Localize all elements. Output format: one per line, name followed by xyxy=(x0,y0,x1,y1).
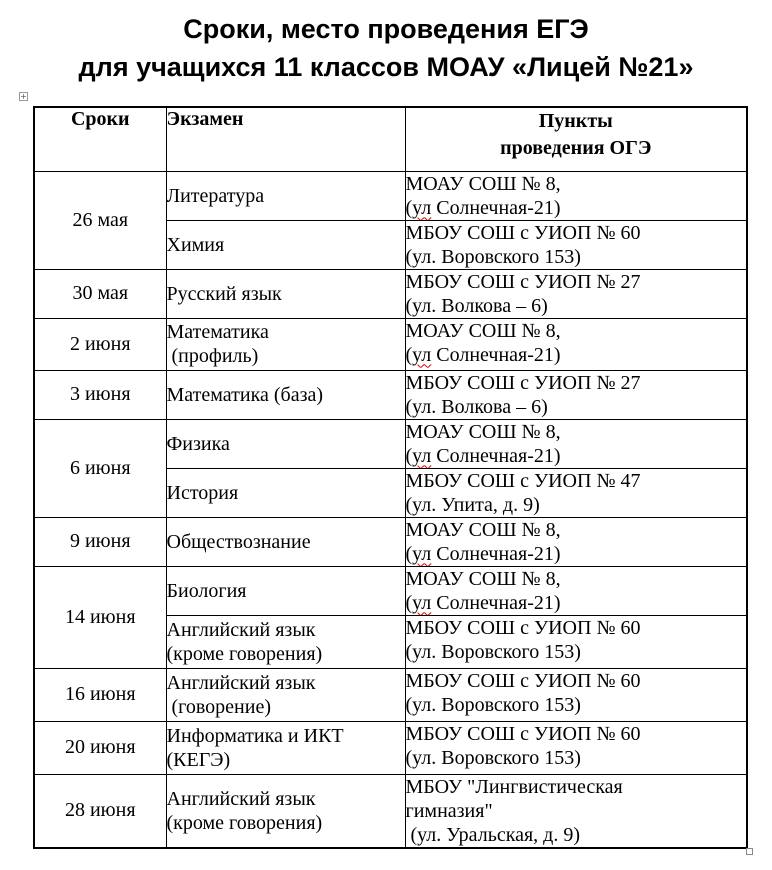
cell-date: 20 июня xyxy=(34,721,166,774)
exam-schedule-table xyxy=(33,106,748,849)
place-line: МОАУ СОШ № 8, xyxy=(405,567,561,590)
place-line: МБОУ СОШ с УИОП № 47 xyxy=(405,469,641,492)
cell-exam xyxy=(166,269,405,318)
exam-line: Обществознание xyxy=(166,530,311,553)
place-line: МБОУ СОШ с УИОП № 60 xyxy=(405,221,641,244)
place-line: (ул Солнечная-21) xyxy=(405,196,561,219)
cell-place xyxy=(405,721,747,774)
cell-date: 14 июня xyxy=(34,566,166,668)
place-line: (ул. Воровского 153) xyxy=(405,245,581,268)
cell-exam xyxy=(166,668,405,721)
exam-line: (кроме говорения) xyxy=(166,811,323,834)
cell-place xyxy=(405,615,747,668)
place-line: (ул Солнечная-21) xyxy=(405,343,561,366)
place-line: (ул Солнечная-21) xyxy=(405,542,561,565)
place-line: МБОУ СОШ с УИОП № 60 xyxy=(405,616,641,639)
place-line: МБОУ СОШ с УИОП № 27 xyxy=(405,371,641,394)
header-date: Сроки xyxy=(34,107,166,171)
cell-place xyxy=(405,318,747,370)
cell-exam xyxy=(166,171,405,220)
exam-line: Английский язык xyxy=(166,671,316,694)
table-row xyxy=(34,269,747,318)
cell-exam xyxy=(166,566,405,615)
place-line: МБОУ СОШ с УИОП № 60 xyxy=(405,722,641,745)
place-line: (ул. Волкова – 6) xyxy=(405,294,548,317)
place-line: (ул. Воровского 153) xyxy=(405,693,581,716)
exam-line: Английский язык xyxy=(166,618,316,641)
exam-line: Математика (база) xyxy=(166,383,324,406)
cell-place xyxy=(405,517,747,566)
place-line: МБОУ СОШ с УИОП № 27 xyxy=(405,270,641,293)
exam-line: (кроме говорения) xyxy=(166,642,323,665)
place-line: (ул Солнечная-21) xyxy=(405,591,561,614)
cell-place xyxy=(405,566,747,615)
place-line: (ул. Упита, д. 9) xyxy=(405,493,540,516)
place-line: гимназия" xyxy=(405,799,493,822)
cell-exam xyxy=(166,517,405,566)
exam-line: Математика xyxy=(166,321,269,343)
cell-place xyxy=(405,774,747,848)
table-header-row xyxy=(34,107,747,171)
cell-exam xyxy=(166,370,405,419)
place-line: МБОУ СОШ с УИОП № 60 xyxy=(405,669,641,692)
place-line: МОАУ СОШ № 8, xyxy=(405,518,561,541)
exam-line: Русский язык xyxy=(166,282,282,305)
exam-line: (КЕГЭ) xyxy=(166,748,231,771)
cell-date: 9 июня xyxy=(34,517,166,566)
cell-exam xyxy=(166,774,405,848)
exam-line: История xyxy=(166,481,239,504)
exam-line: (говорение) xyxy=(166,695,271,718)
cell-place xyxy=(405,220,747,269)
exam-line: Химия xyxy=(166,233,225,256)
table-resize-handle-icon[interactable] xyxy=(746,848,753,855)
cell-place xyxy=(405,419,747,468)
place-line: МОАУ СОШ № 8, xyxy=(405,420,561,443)
place-line: МБОУ "Лингвистическая xyxy=(405,775,623,798)
place-line: МОАУ СОШ № 8, xyxy=(405,319,561,342)
cell-place xyxy=(405,468,747,517)
cell-place xyxy=(405,668,747,721)
exam-line: Литература xyxy=(166,184,265,207)
cell-date: 2 июня xyxy=(34,318,166,370)
cell-place xyxy=(405,171,747,220)
page-title-line-1: Сроки, место проведения ЕГЭ xyxy=(183,14,589,44)
table-row xyxy=(34,721,747,774)
place-line: (ул. Воровского 153) xyxy=(405,746,581,769)
cell-exam xyxy=(166,721,405,774)
table-row xyxy=(34,517,747,566)
cell-date: 26 мая xyxy=(34,171,166,269)
exam-line: (профиль) xyxy=(166,345,259,367)
cell-place xyxy=(405,269,747,318)
table-move-handle-icon[interactable]: + xyxy=(20,92,27,101)
cell-exam xyxy=(166,419,405,468)
cell-exam xyxy=(166,468,405,517)
table-row xyxy=(34,774,747,848)
header-place-line-2: проведения ОГЭ xyxy=(500,137,652,159)
cell-date: 16 июня xyxy=(34,668,166,721)
place-line: (ул. Уральская, д. 9) xyxy=(405,823,581,846)
exam-line: Английский язык xyxy=(166,787,316,810)
page-title-line-2: для учащихся 11 классов МОАУ «Лицей №21» xyxy=(78,52,694,82)
cell-date: 3 июня xyxy=(34,370,166,419)
exam-line: Физика xyxy=(166,432,230,455)
exam-line: Биология xyxy=(166,579,247,602)
header-exam: Экзамен xyxy=(166,107,405,171)
place-line: (ул Солнечная-21) xyxy=(405,444,561,467)
table-row xyxy=(34,318,747,370)
table-row xyxy=(34,566,747,615)
header-place xyxy=(405,107,747,171)
place-line: (ул. Воровского 153) xyxy=(405,640,581,663)
cell-date: 30 мая xyxy=(34,269,166,318)
cell-date: 6 июня xyxy=(34,419,166,517)
table-row xyxy=(34,370,747,419)
cell-exam xyxy=(166,220,405,269)
table-row xyxy=(34,668,747,721)
table-row xyxy=(34,171,747,220)
cell-exam xyxy=(166,615,405,668)
place-line: (ул. Волкова – 6) xyxy=(405,395,548,418)
cell-place xyxy=(405,370,747,419)
table-row xyxy=(34,419,747,468)
text-cursor xyxy=(746,615,747,637)
cell-date: 28 июня xyxy=(34,774,166,848)
place-line: МОАУ СОШ № 8, xyxy=(405,172,561,195)
cell-exam xyxy=(166,318,405,370)
header-place-line-1: Пункты xyxy=(538,110,613,132)
exam-line: Информатика и ИКТ xyxy=(166,724,344,747)
